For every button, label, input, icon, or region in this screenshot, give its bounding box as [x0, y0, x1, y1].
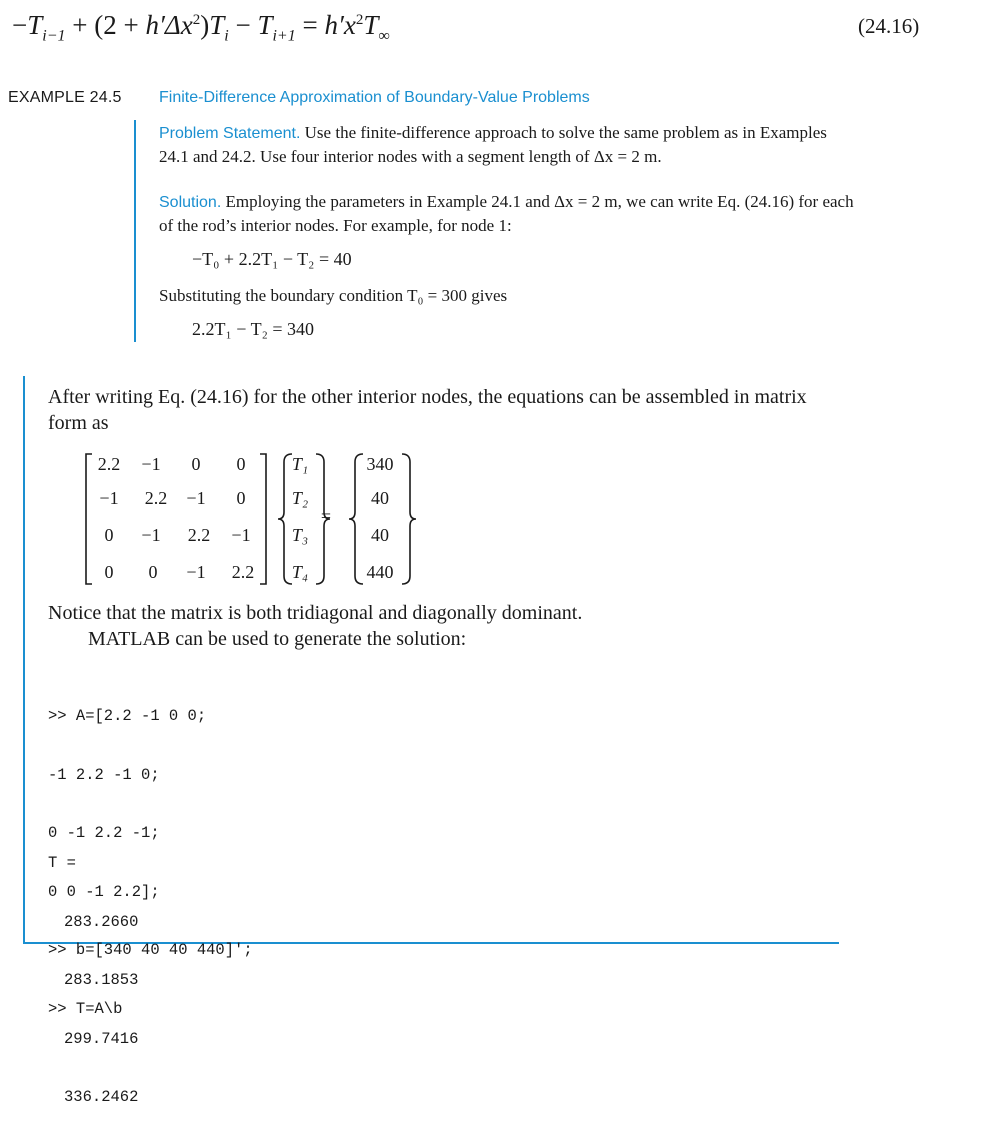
notice-paragraph: Notice that the matrix is both tridiagonal and diagonally dominant.	[48, 602, 583, 624]
matlab-output	[48, 815, 138, 1127]
output-value: 283.1853	[64, 971, 139, 989]
code-line: 0 0 -1 2.2];	[48, 882, 160, 901]
matrix-a-cell: 2.2	[187, 525, 211, 545]
vector-t-cell: T₄	[291, 562, 309, 582]
output-value: 336.2462	[64, 1088, 139, 1106]
equation-number: (24.16)	[858, 14, 920, 38]
eq-t-prev: T	[27, 10, 43, 40]
solution-text: Employing the parameters in Example 24.1 and Δx = 2 m, we can write Eq. (24.16) for each of the rod’s interior nodes. For example, for node 1:	[159, 192, 854, 235]
eq-delta-x: Δx	[164, 10, 193, 40]
reduced-equation: 2.2T₁ − T₂ = 340	[192, 319, 315, 339]
matrix-a-cell: 0	[104, 562, 114, 582]
eq-h-prime: h′	[145, 10, 165, 40]
matrix-a-cell: 0	[104, 525, 114, 545]
matrix-a-cell: 2.2	[144, 488, 168, 508]
matrix-a-cell: 2.2	[97, 454, 121, 474]
problem-heading: Problem Statement.	[159, 125, 301, 142]
eq-t-inf-sub: ∞	[378, 27, 390, 45]
matrix-a-cell: 0	[148, 562, 158, 582]
eq-t-next-sub: i+1	[272, 27, 296, 45]
matrix-a-cell: −1	[186, 562, 206, 582]
example-side-rule	[134, 120, 136, 342]
matlab-paragraph: MATLAB can be used to generate the solution:	[88, 628, 467, 650]
vector-t-cell: T₁	[291, 454, 309, 474]
after-paragraph: After writing Eq. (24.16) for the other interior nodes, the equations can be assembled in matrix form as	[48, 386, 807, 434]
eq-square: 2	[192, 12, 201, 28]
vector-t-cell: T₂	[291, 488, 309, 508]
substitution-text-c: gives	[466, 286, 508, 305]
eq-plus-open: + (2 +	[65, 10, 146, 40]
eq-t-i: T	[209, 10, 225, 40]
vector-b-cell: 340	[366, 454, 394, 474]
eq-t-prev-sub: i−1	[42, 27, 66, 45]
vector-t-cell: T₃	[291, 525, 309, 545]
solution-heading: Solution.	[159, 194, 222, 211]
code-line: -1 2.2 -1 0;	[48, 765, 160, 784]
eq-h-prime-rhs: h′	[324, 10, 344, 40]
eq-minus: −	[12, 10, 28, 40]
solution	[159, 190, 859, 237]
eq-equals: =	[295, 10, 325, 40]
matrix-a-cell: 0	[236, 488, 246, 508]
code-line: >> b=[340 40 40 440]';	[48, 941, 253, 959]
example-label: EXAMPLE 24.5	[8, 89, 122, 106]
matrix-a-cell: −1	[99, 488, 119, 508]
eq-square-rhs: 2	[355, 12, 364, 28]
matrix-a-cell: 0	[191, 454, 201, 474]
eq-x-rhs: x	[343, 10, 356, 40]
eq-t-next: T	[257, 10, 273, 40]
equation-24-16	[12, 10, 390, 45]
matrix-a-cell: −1	[231, 525, 251, 545]
problem-statement	[159, 121, 859, 168]
substitution-condition: T₀ = 300	[407, 286, 467, 305]
output-value: 299.7416	[64, 1029, 139, 1048]
code-line: >> A=[2.2 -1 0 0;	[48, 707, 207, 725]
vector-b-cell: 440	[366, 562, 394, 582]
eq-t-i-sub: i	[224, 27, 229, 45]
code-line: >> T=A\b	[48, 999, 123, 1018]
example-title: Finite-Difference Approximation of Boundary-Value Problems	[159, 89, 590, 106]
eq-minus-mid: −	[228, 10, 258, 40]
matrix-a-cell: 2.2	[231, 562, 255, 582]
matrix-a-cell: 0	[236, 454, 246, 474]
substitution-text	[159, 284, 859, 307]
node1-equation: −T₀ + 2.2T₁ − T₂ = 40	[192, 249, 352, 269]
eq-close-paren: )	[200, 10, 210, 40]
problem-text: Use the finite-difference approach to solve the same problem as in Examples 24.1 and 24.2. Use four interior nodes with a segment length of Δx = 2 m.	[159, 123, 827, 166]
body-side-rule	[23, 376, 25, 942]
matrix-a-cell: −1	[141, 454, 161, 474]
vector-b-cell: 40	[371, 525, 389, 545]
code-line: 0 -1 2.2 -1;	[48, 824, 160, 842]
vector-b-cell: 40	[371, 488, 389, 508]
output-label: T =	[48, 854, 76, 872]
substitution-text-a: Substituting the boundary condition	[159, 286, 408, 305]
matrix-a-cell: −1	[141, 525, 161, 545]
matrix-equals: =	[320, 506, 332, 526]
matrix-a-cell: −1	[186, 488, 206, 508]
output-value: 283.2660	[64, 912, 139, 931]
eq-t-inf: T	[363, 10, 379, 40]
